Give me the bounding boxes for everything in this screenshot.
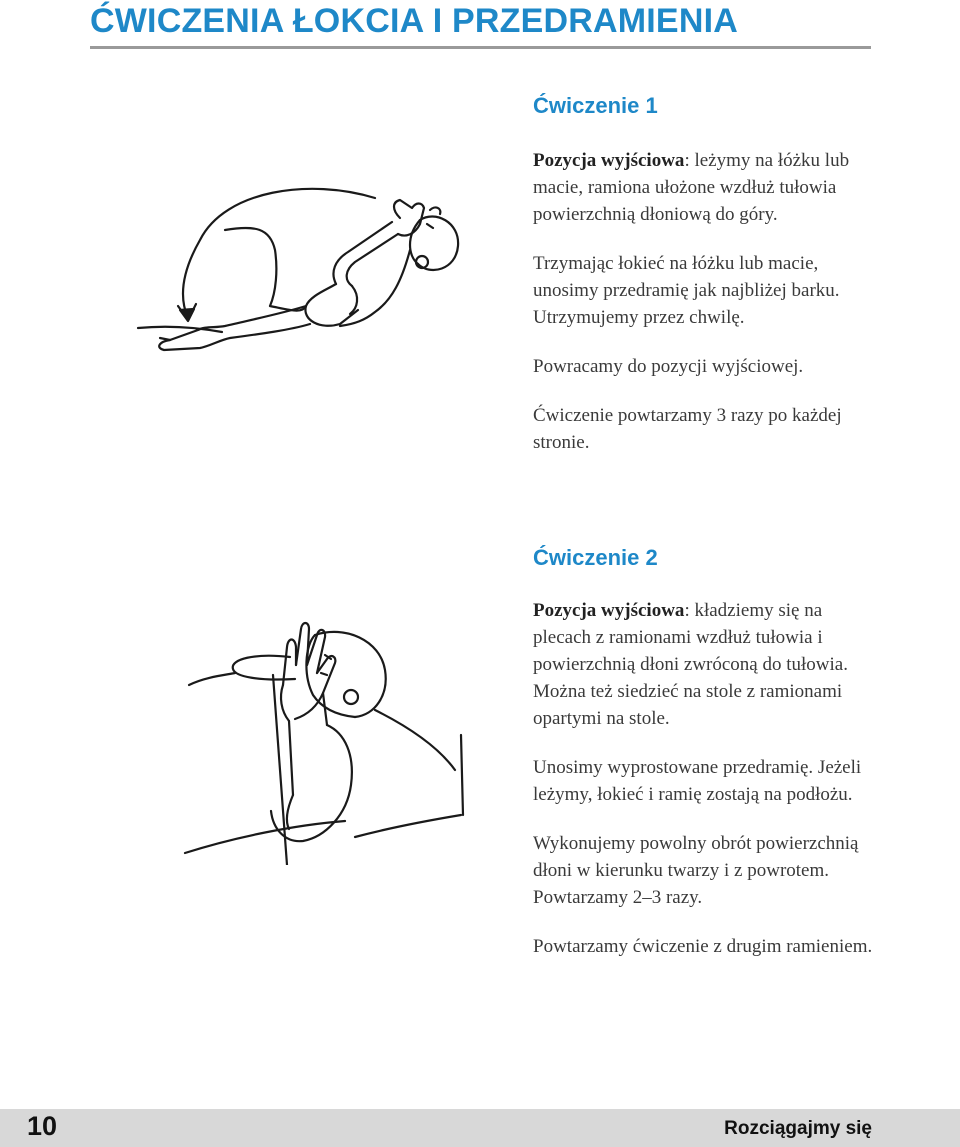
exercise-2-repeat-other-arm: Powtarzamy ćwiczenie z drugim ramieniem. [533, 936, 873, 957]
exercise-2-illustration [175, 615, 465, 865]
exercise-1-instruction: Trzymając łokieć na łóżku lub macie, unosimy przedramię jak najbliżej barku. Utrzymujemy przez chwilę. [533, 253, 840, 328]
exercise-1-return: Powracamy do pozycji wyjściowej. [533, 356, 804, 377]
exercise-2-heading: Ćwiczenie 2 [533, 545, 658, 570]
page-title: ĆWICZENIA ŁOKCIA I PRZEDRAMIENIA [90, 2, 738, 40]
exercise-1-section [533, 93, 878, 456]
exercise-1-start-position [533, 147, 878, 228]
title-divider [90, 46, 871, 49]
start-position-label: Pozycja wyjściowa [533, 600, 685, 621]
exercise-2-section [533, 545, 878, 960]
start-position-text: : kładziemy się na plecach z ramionami wzdłuż tułowia i powierzchnią dłoni zwróconą do tułowia. Można też siedzieć na stole z ramionami opartymi na stole. [533, 600, 848, 729]
exercise-2-instruction: Unosimy wyprostowane przedramię. Jeżeli leżymy, łokieć i ramię zostają na podłożu. [533, 757, 862, 805]
start-position-label: Pozycja wyjściowa [533, 150, 685, 171]
publication-title: Rozciągajmy się [724, 1118, 872, 1139]
page-number: 10 [27, 1111, 58, 1141]
exercise-1-illustration [130, 180, 470, 380]
exercise-1-repetitions: Ćwiczenie powtarzamy 3 razy po każdej stronie. [533, 405, 842, 453]
start-position-text: : leżymy na łóżku lub macie, ramiona ułożone wzdłuż tułowia powierzchnią dłoniową do góry. [533, 150, 850, 225]
exercise-1-heading: Ćwiczenie 1 [533, 93, 658, 118]
exercise-2-rotation: Wykonujemy powolny obrót powierzchnią dłoni w kierunku twarzy i z powrotem. Powtarzamy 2–3 razy. [533, 833, 859, 908]
exercise-2-start-position [533, 597, 878, 732]
